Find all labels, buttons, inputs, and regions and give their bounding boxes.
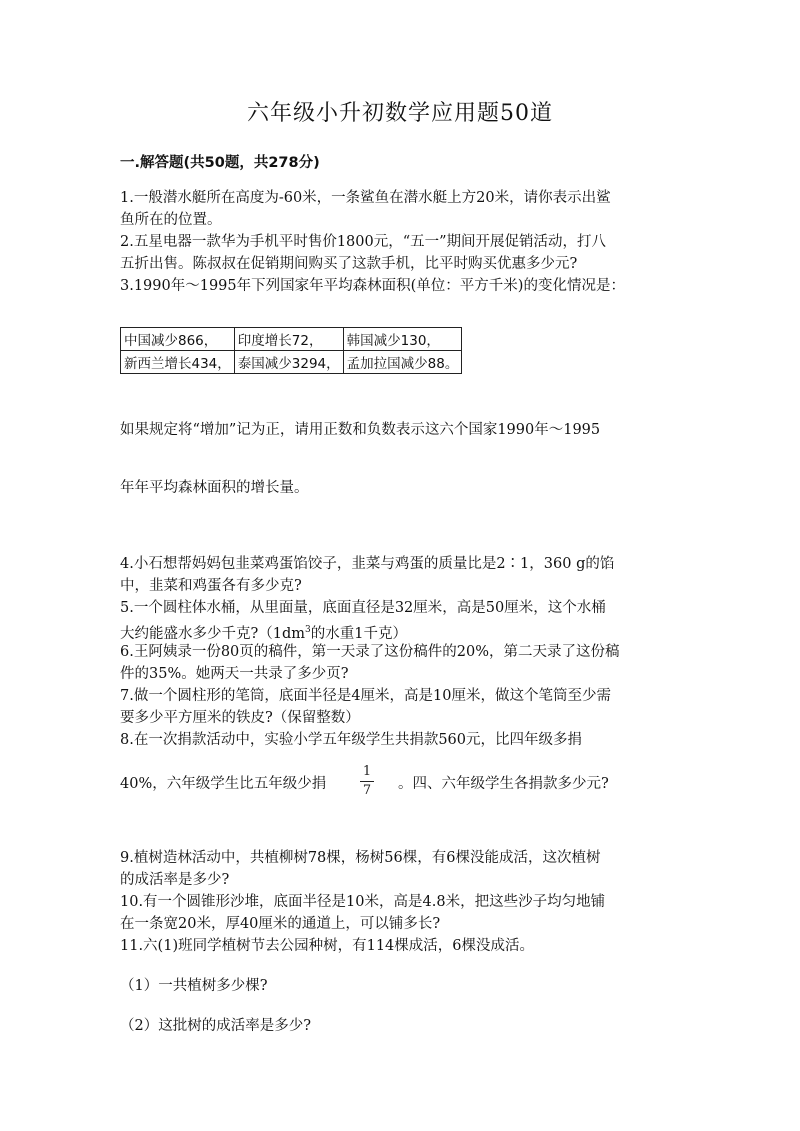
section-header: 一.解答题(共50题，共278分)	[120, 155, 320, 171]
fraction-denominator: 7	[362, 783, 372, 798]
q5-line2-a: 大约能盛水多少千克?（1dm	[120, 625, 306, 642]
q11-sub2: （2）这批树的成活率是多少?	[120, 1018, 311, 1034]
table-cell: 韩国减少130，	[343, 328, 462, 351]
fraction-numerator: 1	[362, 764, 372, 779]
q3-text2: 年年平均森林面积的增长量。	[120, 480, 309, 496]
q5-line2-b: 的水重1千克）	[310, 625, 407, 642]
q2-line1: 2.五星电器一款华为手机平时售价1800元，“五一”期间开展促销活动，打八	[120, 234, 607, 250]
forest-change-table	[120, 327, 462, 374]
q8-line2b: 。四、六年级学生各捐款多少元?	[398, 776, 609, 792]
q4-line2: 中，韭菜和鸡蛋各有多少克?	[120, 578, 302, 594]
q3-text1: 如果规定将“增加”记为正，请用正数和负数表示这六个国家1990年～1995	[120, 422, 601, 438]
q5-line1: 5.一个圆柱体水桶，从里面量，底面直径是32厘米，高是50厘米，这个水桶	[120, 600, 606, 616]
q10-line2: 在一条宽20米，厚40厘米的通道上，可以铺多长?	[120, 916, 441, 932]
q3-line1: 3.1990年～1995年下列国家年平均森林面积(单位：平方千米)的变化情况是：	[120, 278, 625, 294]
q2-line2: 五折出售。陈叔叔在促销期间购买了这款手机，比平时购买优惠多少元?	[120, 256, 578, 272]
q5-superscript: 3	[305, 625, 311, 635]
fraction-bar	[360, 781, 374, 782]
table-cell: 孟加拉国减少88。	[343, 351, 462, 374]
q8-line2a: 40%，六年级学生比五年级少捐	[120, 776, 327, 792]
table-cell: 印度增长72，	[234, 328, 343, 351]
table-cell: 中国减少866，	[121, 328, 235, 351]
q5-line2	[120, 620, 407, 644]
q10-line1: 10.有一个圆锥形沙堆，底面半径是10米，高是4.8米，把这些沙子均匀地铺	[120, 894, 606, 910]
q9-line2: 的成活率是多少?	[120, 872, 230, 888]
q4-line1: 4.小石想帮妈妈包韭菜鸡蛋馅饺子，韭菜与鸡蛋的质量比是2∶1，360 g的馅	[120, 556, 615, 572]
q7-line1: 7.做一个圆柱形的笔筒，底面半径是4厘米，高是10厘米，做这个笔筒至少需	[120, 688, 612, 704]
q1-line1: 1.一般潜水艇所在高度为-60米，一条鲨鱼在潜水艇上方20米，请你表示出鲨	[120, 190, 611, 206]
fraction-one-seventh	[360, 765, 374, 798]
table-cell: 泰国减少3294，	[234, 351, 343, 374]
q8-line1: 8.在一次捐款活动中，实验小学五年级学生共捐款560元，比四年级多捐	[120, 732, 583, 748]
q11-line1: 11.六(1)班同学植树节去公园种树，有114棵成活，6棵没成活。	[120, 938, 534, 954]
page-title: 六年级小升初数学应用题50道	[247, 101, 553, 126]
q6-line1: 6.王阿姨录一份80页的稿件，第一天录了这份稿件的20%，第二天录了这份稿	[120, 644, 620, 660]
q1-line2: 鱼所在的位置。	[120, 212, 222, 228]
table-row	[121, 328, 462, 351]
q7-line2: 要多少平方厘米的铁皮?（保留整数）	[120, 710, 360, 726]
q6-line2: 件的35%。她两天一共录了多少页?	[120, 666, 349, 682]
q11-sub1: （1）一共植树多少棵?	[120, 978, 268, 994]
table-row	[121, 351, 462, 374]
table-cell: 新西兰增长434，	[121, 351, 235, 374]
q9-line1: 9.植树造林活动中，共植柳树78棵，杨树56棵，有6棵没能成活，这次植树	[120, 850, 601, 866]
